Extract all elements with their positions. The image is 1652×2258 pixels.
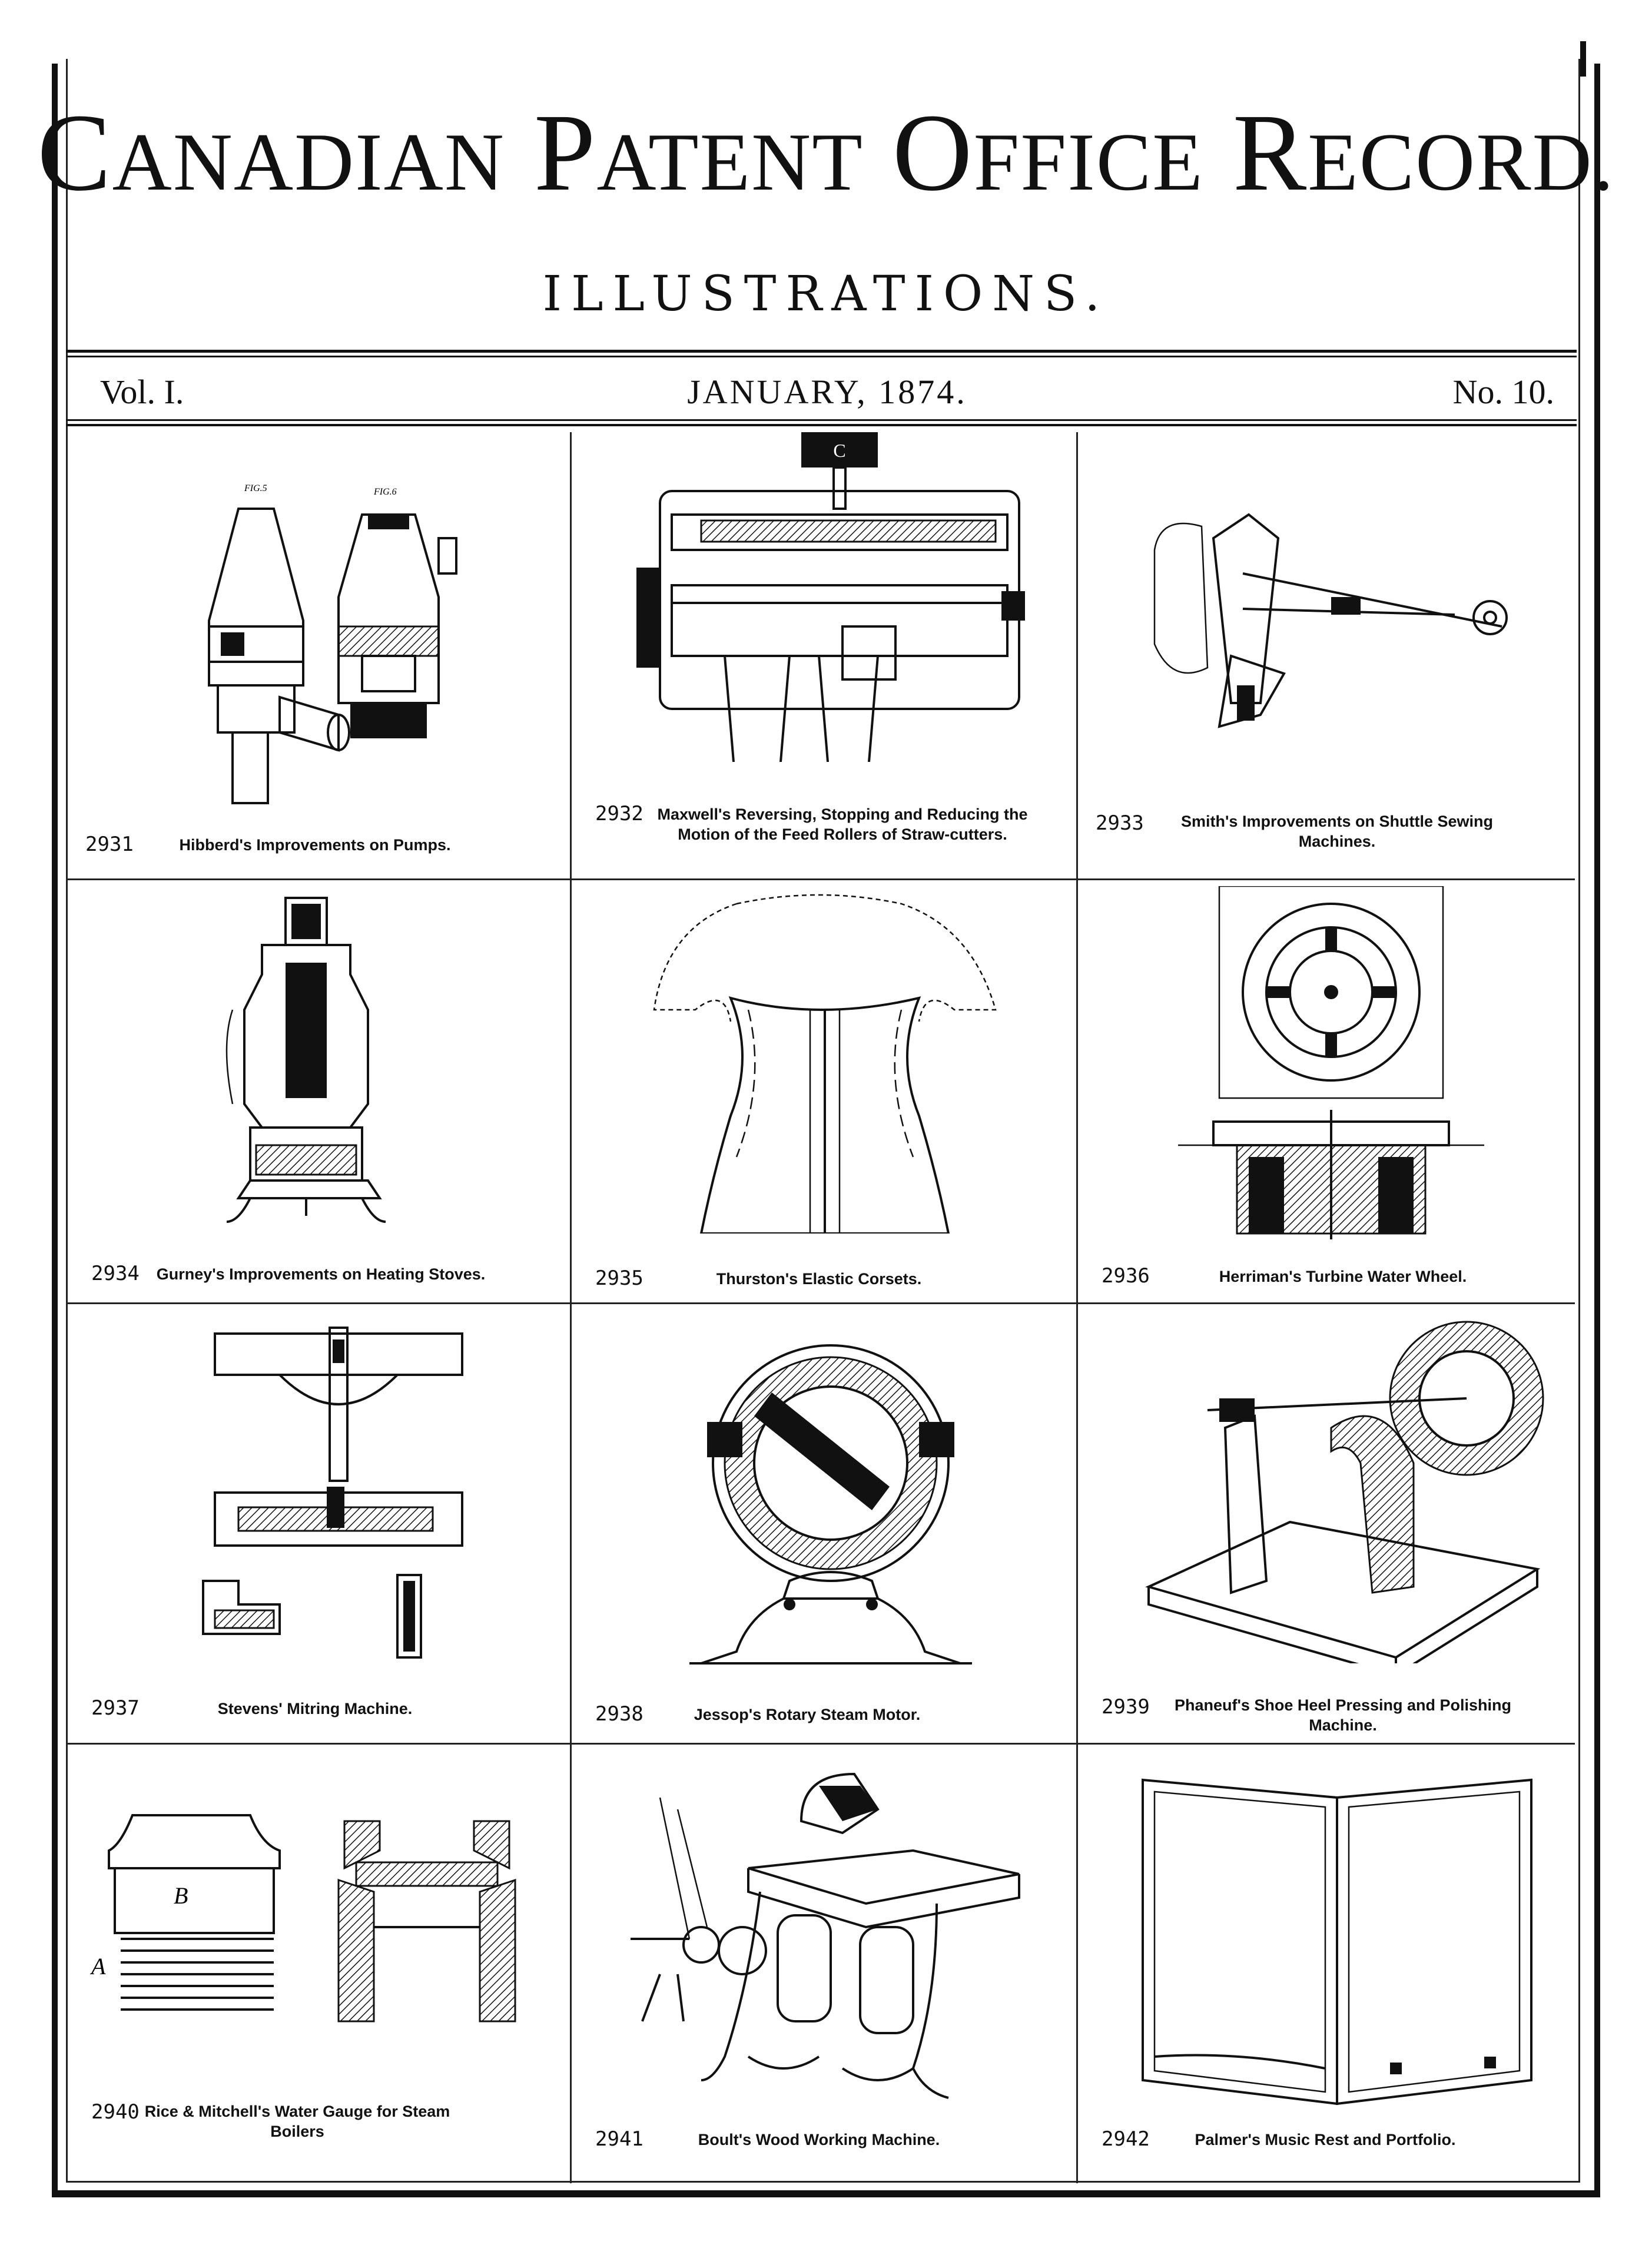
- illustration-grid: [68, 432, 1575, 2183]
- patent-caption: Boult's Wood Working Machine.: [698, 2131, 940, 2148]
- thread-lines: [121, 1939, 274, 2010]
- patent-number: 2938: [595, 1702, 643, 1726]
- patent-caption: Herriman's Turbine Water Wheel.: [1219, 1268, 1467, 1285]
- water-gauge-illustration: [85, 1809, 556, 2057]
- patent-caption: Rice & Mitchell's Water Gauge for Steam Boilers: [144, 2103, 450, 2140]
- volume-label: Vol. I.: [100, 373, 184, 411]
- heel-pressing-illustration: [1137, 1310, 1549, 1663]
- stove-illustration: [209, 892, 444, 1234]
- patent-number: 2942: [1102, 2127, 1150, 2151]
- patent-2940: [68, 1745, 570, 2183]
- rule-top-thin: [66, 356, 1577, 357]
- patent-2939: [1078, 1304, 1575, 1743]
- pulley-label: C: [833, 440, 846, 461]
- rule-bottom-thin: [66, 419, 1577, 421]
- gauge-a-label: A: [91, 1953, 106, 1980]
- section-subtitle: ILLUSTRATIONS.: [542, 266, 1110, 322]
- patent-2937: [68, 1304, 570, 1743]
- patent-number: 2934: [91, 1262, 140, 1285]
- patent-2942: [1078, 1745, 1575, 2183]
- patent-2932: [572, 432, 1076, 878]
- patent-number: 2935: [595, 1266, 643, 1290]
- patent-2935: [572, 880, 1076, 1302]
- patent-caption: Maxwell's Reversing, Stopping and Reducing the Motion of the Feed Rollers of Straw-cutters.: [657, 805, 1028, 843]
- mitring-machine-illustration: [127, 1316, 539, 1669]
- rule-top-thick: [66, 350, 1577, 353]
- patent-caption: Thurston's Elastic Corsets.: [716, 1270, 922, 1288]
- issue-date: JANUARY, 1874.: [687, 373, 967, 411]
- patent-number: 2936: [1102, 1264, 1150, 1288]
- patent-caption: Stevens' Mitring Machine.: [217, 1700, 413, 1717]
- music-rest-illustration: [1131, 1774, 1543, 2116]
- gauge-b-label: B: [174, 1882, 188, 1909]
- wood-working-machine-illustration: [607, 1750, 1054, 2127]
- patent-number: 2931: [85, 833, 134, 856]
- patent-2933: [1078, 432, 1575, 878]
- rotary-motor-illustration: [654, 1334, 1007, 1675]
- patent-caption: Hibberd's Improvements on Pumps.: [179, 836, 451, 854]
- rule-bottom-thick: [66, 424, 1577, 426]
- patent-number: 2940: [91, 2100, 140, 2124]
- fig5-label: FIG.5: [244, 483, 267, 493]
- patent-number: 2937: [91, 1696, 140, 1720]
- pump-illustration: [162, 479, 515, 809]
- page-title: CANADIAN PATENT OFFICE RECORD.: [37, 91, 1615, 214]
- patent-number: 2939: [1102, 1695, 1150, 1719]
- patent-2934: [68, 880, 570, 1302]
- sewing-machine-illustration: [1125, 491, 1525, 774]
- issue-number: No. 10.: [1452, 373, 1554, 411]
- patent-2938: [572, 1304, 1076, 1743]
- patent-2941: [572, 1745, 1076, 2183]
- patent-caption: Smith's Improvements on Shuttle Sewing Machines.: [1181, 813, 1493, 850]
- patent-caption: Jessop's Rotary Steam Motor.: [694, 1706, 921, 1723]
- patent-2931: [68, 432, 570, 878]
- patent-caption: Gurney's Improvements on Heating Stoves.: [156, 1265, 486, 1283]
- fig6-label: FIG.6: [374, 487, 397, 497]
- feed-roller-illustration: [595, 432, 1054, 762]
- patent-2936: [1078, 880, 1575, 1302]
- corset-illustration: [642, 892, 1007, 1234]
- top-right-tick: [1580, 41, 1586, 77]
- patent-caption: Phaneuf's Shoe Heel Pressing and Polishing Machine.: [1174, 1696, 1512, 1734]
- turbine-illustration: [1178, 886, 1484, 1251]
- patent-number: 2941: [595, 2127, 643, 2151]
- issue-line: [100, 372, 1554, 419]
- patent-number: 2932: [595, 802, 643, 825]
- patent-caption: Palmer's Music Rest and Portfolio.: [1195, 2131, 1456, 2148]
- patent-number: 2933: [1096, 811, 1144, 835]
